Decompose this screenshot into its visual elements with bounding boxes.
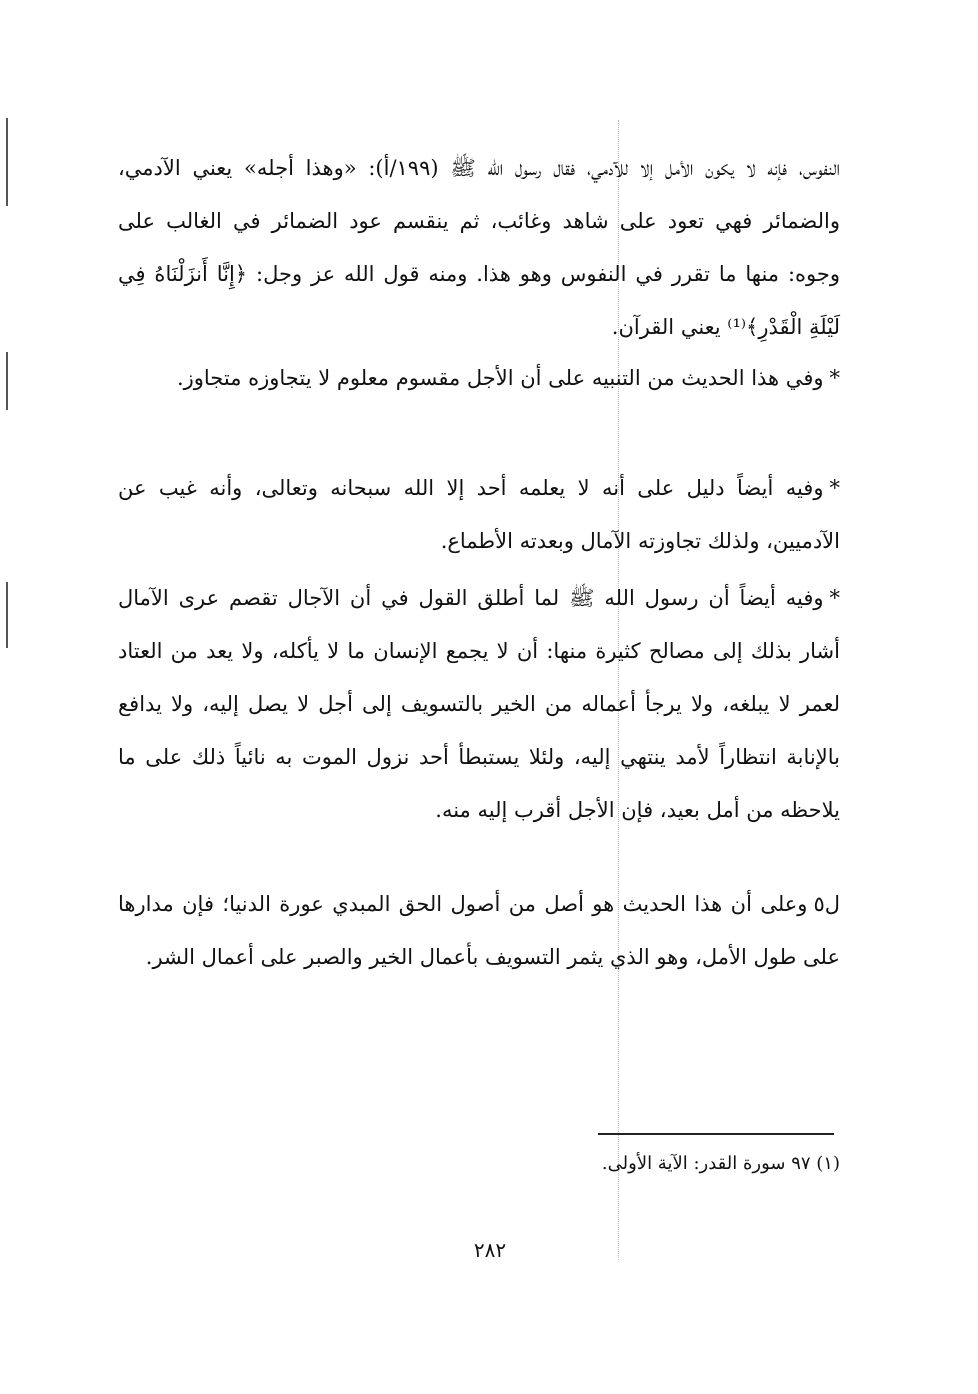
paragraph-line — [118, 572, 840, 837]
paragraph-text: وفيه أيضاً أن رسول الله ﷺ لما أطلق القول في أن الآجال تقصم عرى الآمال أشار بذلك إلى مصالح كثيرة منها: أن لا يجمع الإنسان ما لا يأكله، ولا يعد من العتاد لعمر لا يبلغه، ولا يرجأ أعماله من الخير بالتسويف إلى أجل لا يصل إليه، ولا يدافع بالإنابة انتظاراً لأمد ينتهي إليه، ولئلا يستبطأ أحد نزول الموت به نائياً ذلك على ما يلاحظه من أمل بعيد، فإن الأجل أقرب إليه منه. — [118, 586, 840, 822]
paragraph-3 — [118, 462, 840, 568]
paragraph-1 — [118, 142, 840, 354]
margin-folio-marker: ل٥ — [813, 892, 840, 916]
paragraph-marker: * — [829, 366, 840, 390]
paragraph-2 — [118, 352, 840, 405]
scan-edge-mark — [6, 352, 8, 410]
paragraph-marker: * — [829, 476, 840, 500]
paragraph-line — [118, 878, 840, 984]
paragraph-4 — [118, 572, 840, 837]
paragraph-text: وفي هذا الحديث من التنبيه على أن الأجل مقسوم معلوم لا يتجاوزه متجاوز. — [176, 366, 824, 390]
paragraph-text: وفيه أيضاً دليل على أنه لا يعلمه أحد إلا الله سبحانه وتعالى، وأنه غيب عن الآدميين، ولذلك تجاوزته الآمال وبعدته الأطماع. — [118, 476, 840, 553]
footnote-divider — [598, 1133, 834, 1135]
page-number: ٢٨٢ — [473, 1238, 507, 1262]
scan-edge-mark — [6, 582, 8, 648]
paragraph-5 — [118, 878, 840, 984]
paragraph-line — [118, 462, 840, 568]
footnote: (١) ٩٧ سورة القدر: الآية الأولى. — [601, 1153, 840, 1174]
scan-edge-mark — [6, 118, 8, 206]
paragraph-text: وعلى أن هذا الحديث هو أصل من أصول الحق المبدي عورة الدنيا؛ فإن مدارها على طول الأمل، وهو الذي يثمر التسويف بأعمال الخير والصبر على أعمال الشر. — [118, 892, 840, 969]
paragraph-line — [118, 352, 840, 405]
paragraph-text: النفوس، فإنه لا يكون الأمل إلا للآدمي، فقال رسول الله ﷺ (١٩٩/أ): «وهذا أجله» يعني الآدمي، والضمائر فهي تعود على شاهد وغائب، ثم ينقسم عود الضمائر في الغالب على وجوه: منها ما تقرر في النفوس وهو هذا. ومنه قول الله عز وجل: ﴿إِنَّا أَنزَلْنَاهُ فِي لَيْلَةِ الْقَدْرِ﴾⁽¹⁾ يعني القرآن. — [118, 156, 841, 339]
paragraph-marker: * — [829, 586, 840, 610]
